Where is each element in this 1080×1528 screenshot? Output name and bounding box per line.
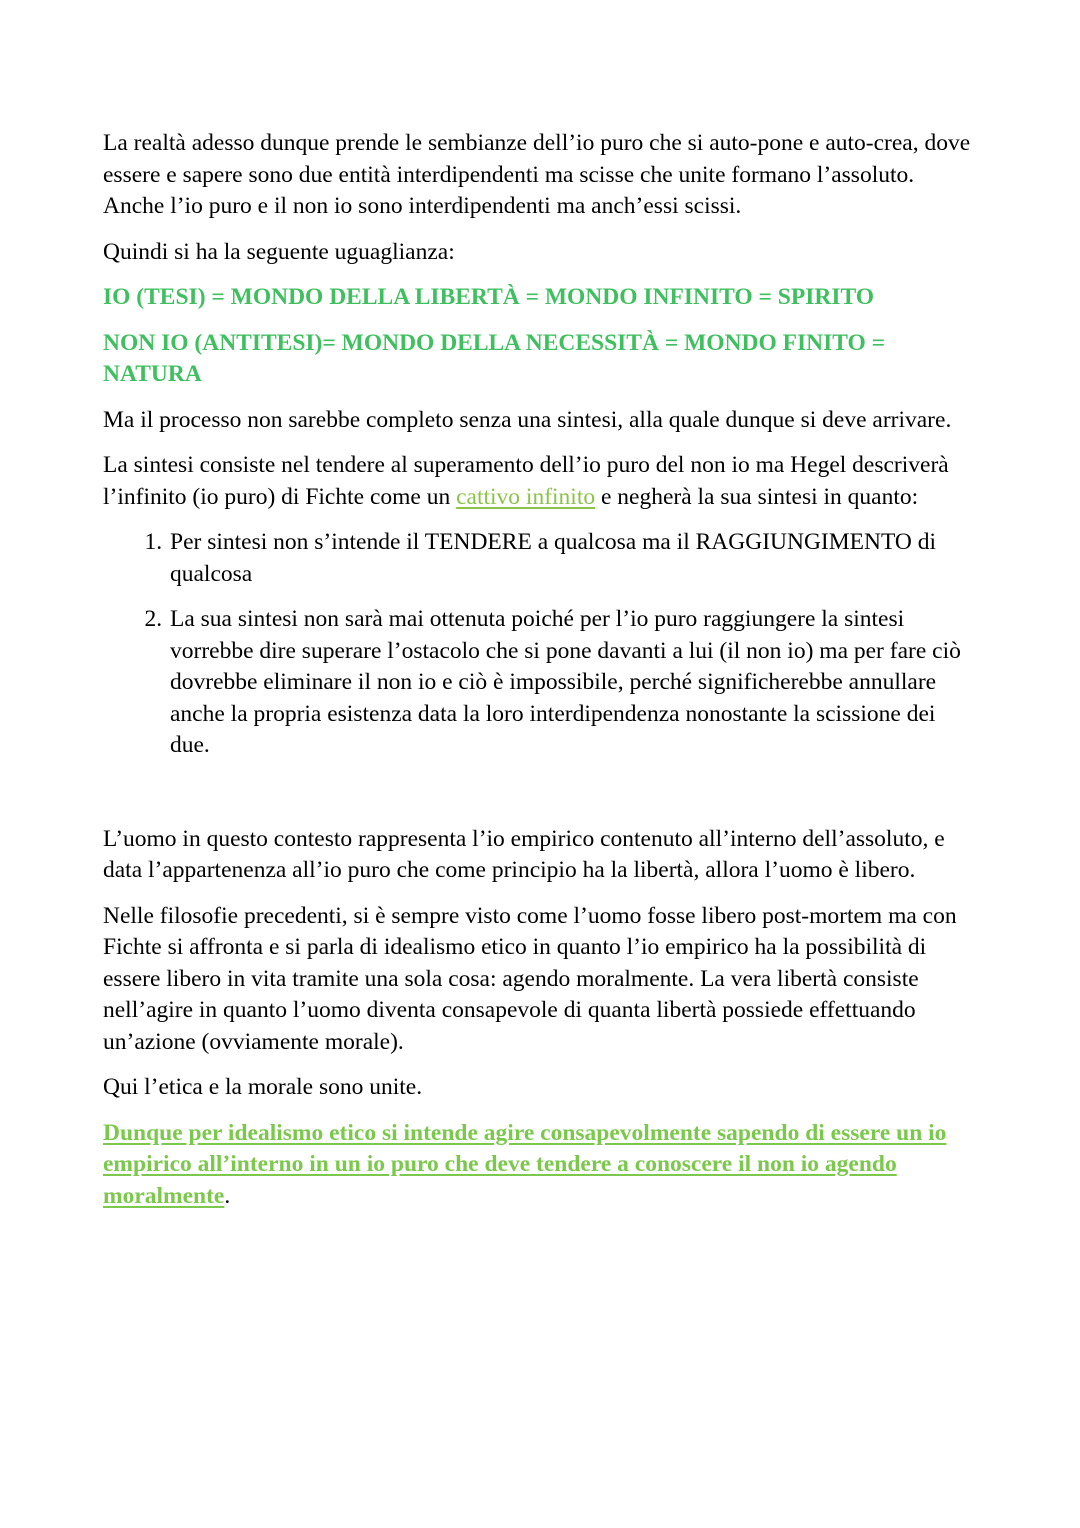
paragraph-ethics-morals: Qui l’etica e la morale sono unite.	[103, 1074, 423, 1100]
paragraph-empirical-io: L’uomo in questo contesto rappresenta l’io empirico contenuto all’interno dell’assoluto, e data l’appartenenza all’io puro che come principio ha la libertà, allora l’uomo è libero.	[103, 825, 945, 883]
conclusion-period: .	[224, 1182, 231, 1209]
equation-io: IO (TESI) = MONDO DELLA LIBERTÀ = MONDO INFINITO = SPIRITO	[103, 284, 875, 310]
paragraph-synthesis-text-a: La sintesi consiste nel tendere al superamento dell’io puro del non io ma Hegel descriverà l’infinito (io puro) di Fichte come un	[103, 452, 949, 510]
paragraph-intro: La realtà adesso dunque prende le sembianze dell’io puro che si auto-pone e auto-crea, dove essere e sapere sono due entità interdipendenti ma scisse che unite formano l’assoluto. Anche l’io puro e il non io sono interdipendenti ma anch’essi scissi.	[103, 130, 971, 219]
paragraph-ethical-idealism: Nelle filosofie precedenti, si è sempre visto come l’uomo fosse libero post-mortem ma con Fichte si affronta e si parla di idealismo etico in quanto l’io empirico ha la possibilità di essere libero in vita tramite una sola cosa: agendo moralmente. La vera libertà consiste nell’agire in quanto l’uomo diventa consapevole di quanta libertà possiede effettuando un’azione (ovviamente morale).	[103, 902, 957, 1055]
synthesis-reasons-list	[103, 527, 980, 762]
list-item: 2. La sua sintesi non sarà mai ottenuta poiché per l’io puro raggiungere la sintesi vorrebbe dire superare l’ostacolo che si pone davanti a lui (il non io) ma per fare ciò dovrebbe eliminare il non io e ciò è impossibile, perché significherebbe annullare anche la propria esistenza data la loro interdipendenza nonostante la scissione dei due.	[168, 604, 980, 762]
paragraph-synthesis-text-b: e negherà la sua sintesi in quanto:	[595, 483, 919, 510]
list-item: 1. Per sintesi non s’intende il TENDERE a qualcosa ma il RAGGIUNGIMENTO di qualcosa	[168, 527, 980, 590]
paragraph-equality-lead: Quindi si ha la seguente uguaglianza:	[103, 238, 455, 265]
conclusion-highlight: Dunque per idealismo etico si intende agire consapevolmente sapendo di essere un io empirico all’interno in un io puro che deve tendere a conoscere il non io agendo moralmente	[103, 1119, 947, 1209]
paragraph-synthesis	[103, 450, 980, 513]
paragraph-conclusion	[103, 1118, 980, 1213]
paragraph-synthesis-needed: Ma il processo non sarebbe completo senza una sintesi, alla quale dunque si deve arrivare.	[103, 406, 952, 433]
cattivo-infinito-link[interactable]: cattivo infinito	[456, 483, 596, 510]
equation-non-io: NON IO (ANTITESI)= MONDO DELLA NECESSITÀ = MONDO FINITO = NATURA	[103, 329, 886, 387]
